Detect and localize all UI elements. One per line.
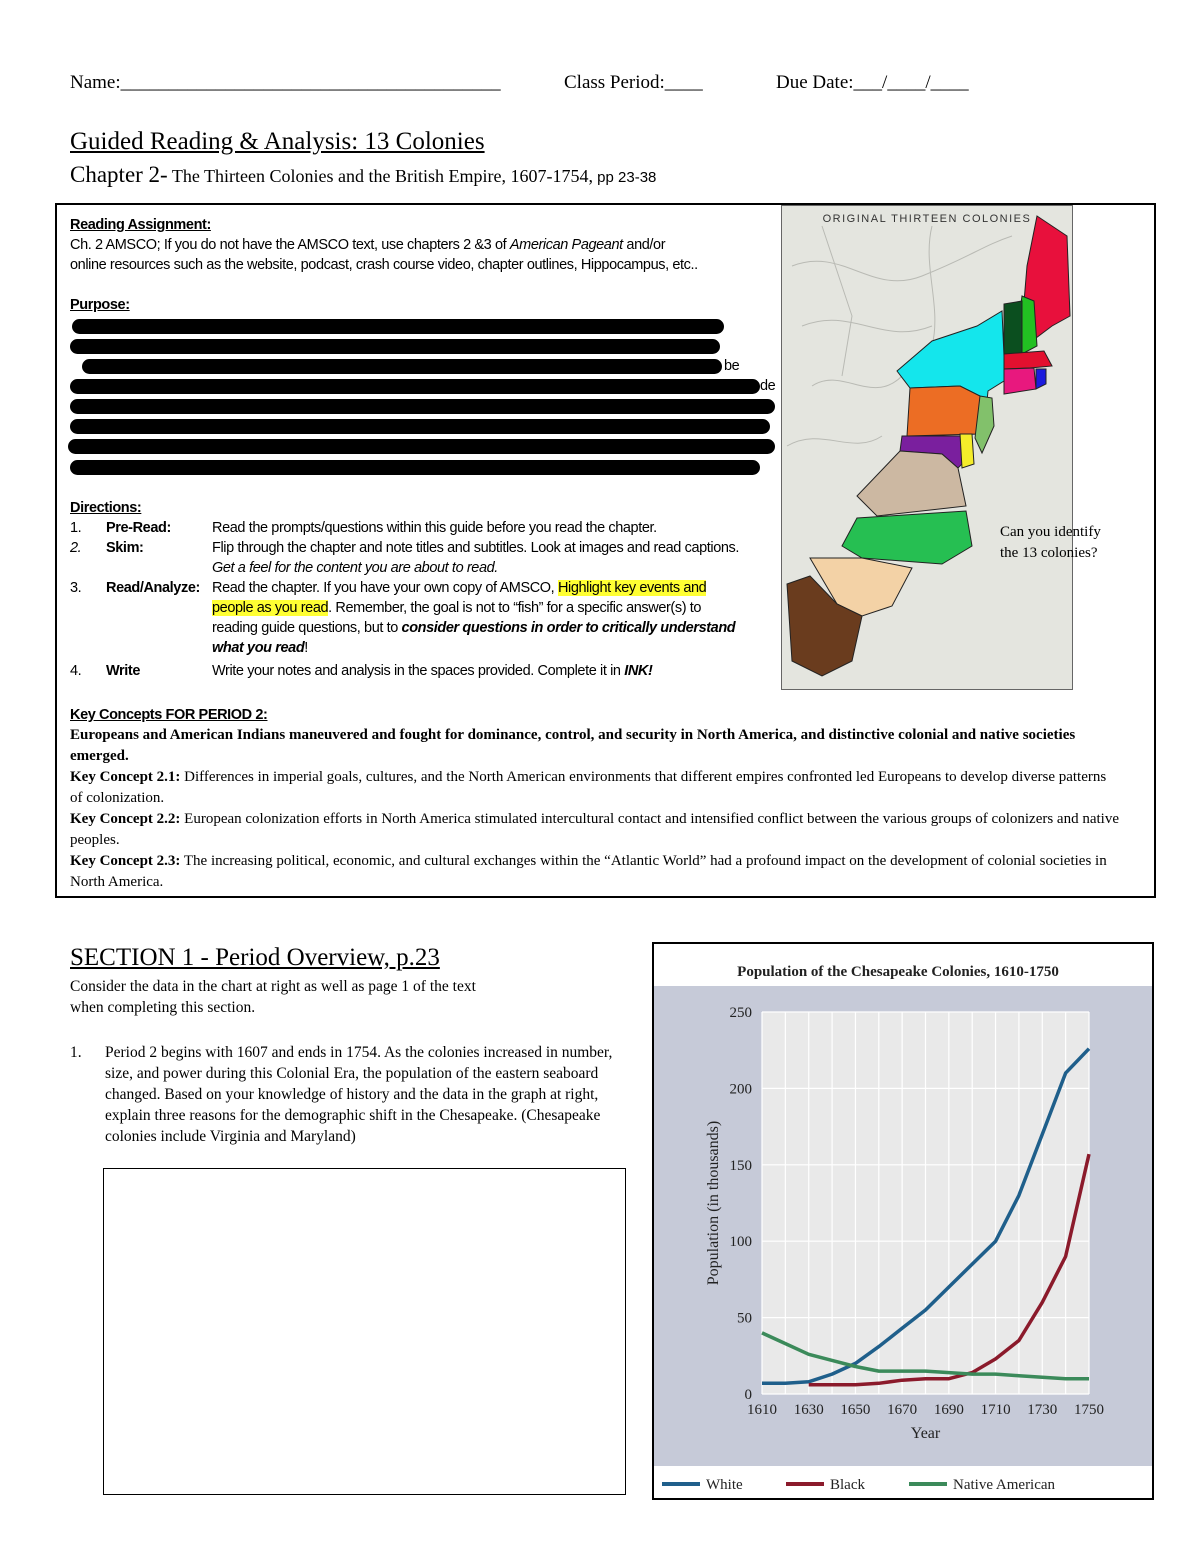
population-chart (652, 942, 1154, 1500)
direction-text: Read the prompts/questions within this guide before you read the chapter. (212, 520, 657, 536)
direction-text-end: ! (304, 640, 308, 656)
direction-text (212, 578, 777, 658)
redaction-bar (68, 439, 775, 454)
reading-line-2: online resources such as the website, podcast, crash course video, chapter outlines, Hippocampus, etc.. (70, 257, 698, 273)
direction-item (70, 518, 780, 538)
question-text: Period 2 begins with 1607 and ends in 1754. As the colonies increased in number, size, and power during this Colonial Era, the population of the eastern seaboard changed. Based on your knowledge of history and the data in the graph at right, explain three reasons for the demographic shift in the Chesapeake. (Chesapeake colonies include Virginia and Maryland) (105, 1044, 613, 1145)
y-tick-label: 150 (729, 1157, 752, 1174)
section-intro: Consider the data in the chart at right as well as page 1 of the text when completing this section. (70, 978, 476, 1016)
direction-emphasis: INK! (624, 663, 653, 679)
key-concept-text: European colonization efforts in North America stimulated intercultural contact and intensified conflict between the various groups of colonizers and native peoples. (70, 811, 1119, 848)
direction-item (70, 578, 780, 660)
highlight-text: Highlight key events and (557, 580, 707, 596)
key-concept-label: Key Concept 2.2: (70, 811, 181, 827)
reading-text-c: and/or (622, 237, 666, 253)
key-concept-label: Key Concept 2.3: (70, 853, 181, 869)
direction-text: Flip through the chapter and note titles and subtitles. Look at images and read captions. (212, 540, 740, 556)
direction-label: Pre-Read: (106, 520, 171, 536)
directions-heading: Directions: (70, 500, 142, 516)
chart-title: Population of the Chesapeake Colonies, 1610-1750 (737, 964, 1059, 980)
redaction-bar (72, 319, 724, 334)
colonies-map-graphic (782, 206, 1072, 689)
direction-item (70, 661, 780, 681)
key-concept-label: Key Concept 2.1: (70, 769, 181, 785)
direction-text-b: . Remember, the goal is not to “fish” for a specific answer(s) to (328, 600, 702, 616)
reading-heading: Reading Assignment: (70, 217, 211, 233)
key-concept-text: Differences in imperial goals, cultures, and the North American environments that different empires confronted led Europeans to develop diverse patterns of colonization. (70, 769, 1107, 806)
chapter-text: The Thirteen Colonies and the British Empire, 1607-1754, (167, 166, 593, 186)
redaction-bar (82, 359, 722, 374)
question-number: 1. (70, 1044, 82, 1061)
class-period-field[interactable]: Class Period:____ (564, 72, 703, 93)
answer-box[interactable] (103, 1168, 626, 1495)
y-tick-label: 100 (729, 1234, 752, 1251)
section-heading: SECTION 1 - Period Overview, p.23 (70, 944, 440, 971)
chapter-prefix: Chapter 2- (70, 162, 168, 187)
x-tick-label: 1710 (980, 1402, 1011, 1418)
key-concept-item (70, 809, 1120, 851)
key-concepts-heading: Key Concepts FOR PERIOD 2: (70, 707, 268, 723)
legend-label: Native American (953, 1477, 1056, 1493)
population-chart-svg (654, 944, 1152, 1498)
purpose-stray-text: de (760, 378, 776, 394)
y-tick-label: 0 (744, 1387, 752, 1403)
direction-text-a: Write your notes and analysis in the spaces provided. Complete it in (212, 663, 625, 679)
reading-line-1 (70, 235, 770, 255)
direction-label: Skim: (106, 540, 144, 556)
name-blank: ________________________________________ (120, 72, 501, 93)
direction-text-c: reading guide questions, but to (212, 620, 402, 636)
chart-y-label: Population (in thousands) (705, 1120, 722, 1286)
redaction-bar (70, 339, 720, 354)
reading-text-book: American Pageant (509, 237, 623, 253)
direction-label: Write (106, 663, 140, 679)
x-tick-label: 1670 (887, 1402, 918, 1418)
direction-text: Get a feel for the content you are about to read. (212, 560, 498, 576)
redaction-bar (70, 419, 770, 434)
redaction-bar (70, 399, 775, 414)
y-tick-label: 50 (737, 1310, 752, 1327)
direction-emphasis: consider questions in order to critically understand (401, 620, 736, 636)
direction-item (70, 538, 780, 578)
purpose-stray-text: be (724, 358, 740, 374)
direction-emphasis: what you read (212, 640, 305, 656)
name-label: Name: (70, 72, 121, 93)
y-tick-label: 250 (729, 1005, 752, 1021)
redaction-bar (70, 379, 760, 394)
name-field[interactable] (70, 72, 501, 94)
x-tick-label: 1690 (933, 1402, 964, 1418)
y-tick-label: 200 (729, 1081, 752, 1098)
direction-number: 2. (70, 540, 82, 556)
x-tick-label: 1630 (793, 1402, 824, 1418)
key-concept-item (70, 767, 1120, 809)
x-tick-label: 1650 (840, 1402, 871, 1418)
key-concepts-intro: Europeans and American Indians maneuvered and fought for dominance, control, and security in North America, and distinctive colonial and native societies emerged. (70, 727, 1076, 764)
highlight-text: people as you read (212, 600, 329, 616)
key-concept-text: The increasing political, economic, and cultural exchanges within the “Atlantic World” had a profound impact on the development of colonial societies in North America. (70, 853, 1107, 890)
x-tick-label: 1610 (747, 1402, 777, 1418)
reading-assignment (70, 215, 770, 275)
direction-label: Read/Analyze: (106, 580, 200, 596)
x-tick-label: 1750 (1074, 1402, 1104, 1418)
purpose-heading: Purpose: (70, 297, 130, 313)
chapter-pages: pp 23-38 (593, 169, 657, 186)
map-title: ORIGINAL THIRTEEN COLONIES (822, 213, 1032, 225)
legend-label: Black (830, 1477, 865, 1493)
direction-number: 3. (70, 580, 82, 596)
chapter-title (70, 162, 656, 188)
legend-label: White (706, 1477, 743, 1493)
direction-number: 4. (70, 663, 82, 679)
reading-text-a: Ch. 2 AMSCO; If you do not have the AMSCO text, use chapters 2 &3 of (70, 237, 510, 253)
redaction-bar (70, 460, 760, 475)
key-concept-item (70, 851, 1120, 893)
x-tick-label: 1730 (1027, 1402, 1058, 1418)
direction-number: 1. (70, 520, 82, 536)
chart-x-label: Year (910, 1425, 941, 1442)
direction-text-a: Read the chapter. If you have your own copy of AMSCO, (212, 580, 558, 596)
due-date-field[interactable]: Due Date:___/____/____ (776, 72, 969, 93)
colonies-map (781, 205, 1073, 690)
page-title: Guided Reading & Analysis: 13 Colonies (70, 128, 485, 155)
map-question: Can you identify the 13 colonies? (1000, 524, 1101, 561)
direction-text (212, 661, 652, 681)
